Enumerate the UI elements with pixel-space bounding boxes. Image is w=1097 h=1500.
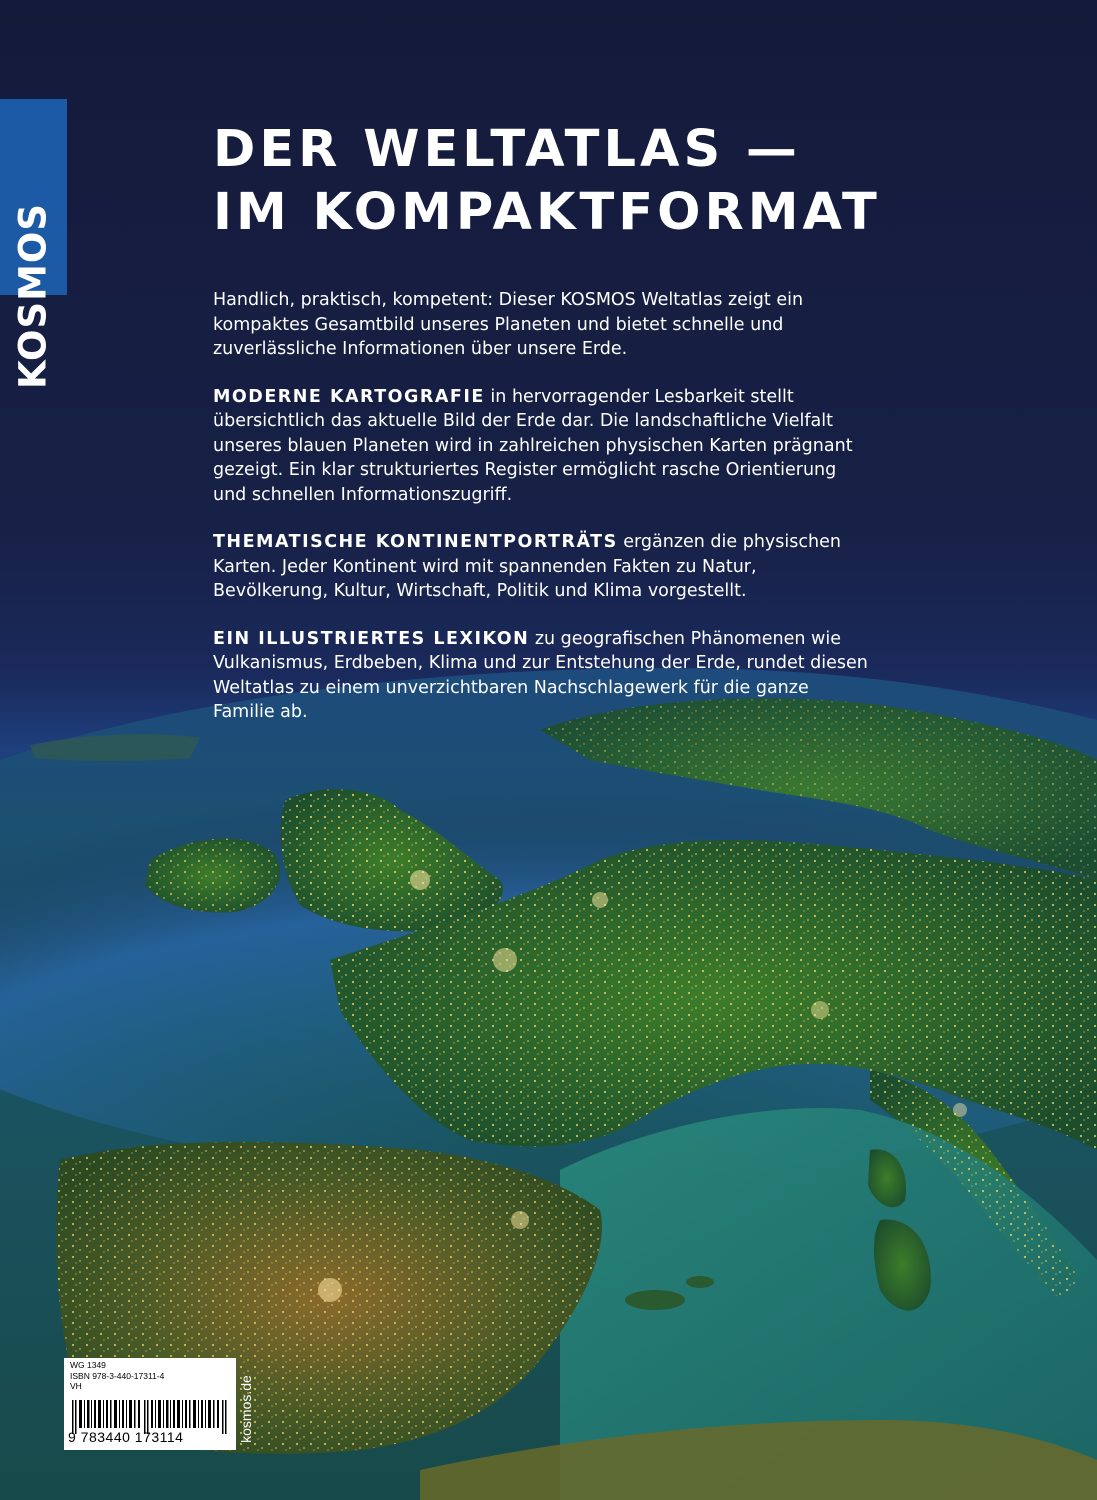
section-text: zu geografischen Phänomenen wie Vulkanismus, Erdbeben, Klima und zur Entstehung der Erde, rundet diesen Weltatlas zu einem unverzichtbaren Nachschlagewerk für die ganze Familie ab. (213, 628, 868, 722)
section-paragraph (213, 385, 873, 508)
headline-line-2: IM KOMPAKTFORMAT (213, 183, 881, 242)
blurb (213, 288, 873, 748)
barcode-meta (70, 1360, 164, 1392)
section-text: in hervorragender Lesbarkeit stellt übersichtlich das aktuelle Bild der Erde dar. Die landschaftliche Vielfalt unseres blauen Planeten wird in zahlreichen physischen Karten prägnant gezeigt. Ein klar strukturiertes Register ermöglicht rasche Orientierung und schnellen Informationszugriff. (213, 386, 853, 505)
barcode-label (64, 1358, 236, 1450)
intro-paragraph: Handlich, praktisch, kompetent: Dieser KOSMOS Weltatlas zeigt ein kompaktes Gesamtbild unseres Planeten und bietet schnelle und zuverlässliche Informationen über unsere Erde. (213, 290, 804, 359)
wg-number: WG 1349 (70, 1360, 106, 1370)
section-paragraph (213, 530, 873, 604)
headline (213, 118, 881, 244)
section-text: ergänzen die physischen Karten. Jeder Kontinent wird mit spannenden Fakten zu Natur, Bevölkerung, Kultur, Wirtschaft, Politik und Klima vorgestellt. (213, 532, 841, 601)
section-paragraph (213, 627, 873, 725)
website-label: kosmos.de (238, 1375, 254, 1443)
barcode-digits: 9 783440 173114 (68, 1429, 184, 1445)
section-lead: EIN ILLUSTRIERTES LEXIKON (213, 628, 530, 649)
brand-tab (0, 99, 67, 390)
brand-logo: KOSMOS (11, 202, 55, 390)
vh-code: VH (70, 1381, 82, 1391)
section-lead: MODERNE KARTOGRAFIE (213, 386, 485, 407)
headline-line-1: DER WELTATLAS — (213, 120, 801, 179)
isbn: ISBN 978-3-440-17311-4 (70, 1370, 165, 1381)
section-lead: THEMATISCHE KONTINENTPORTRÄTS (213, 532, 618, 552)
